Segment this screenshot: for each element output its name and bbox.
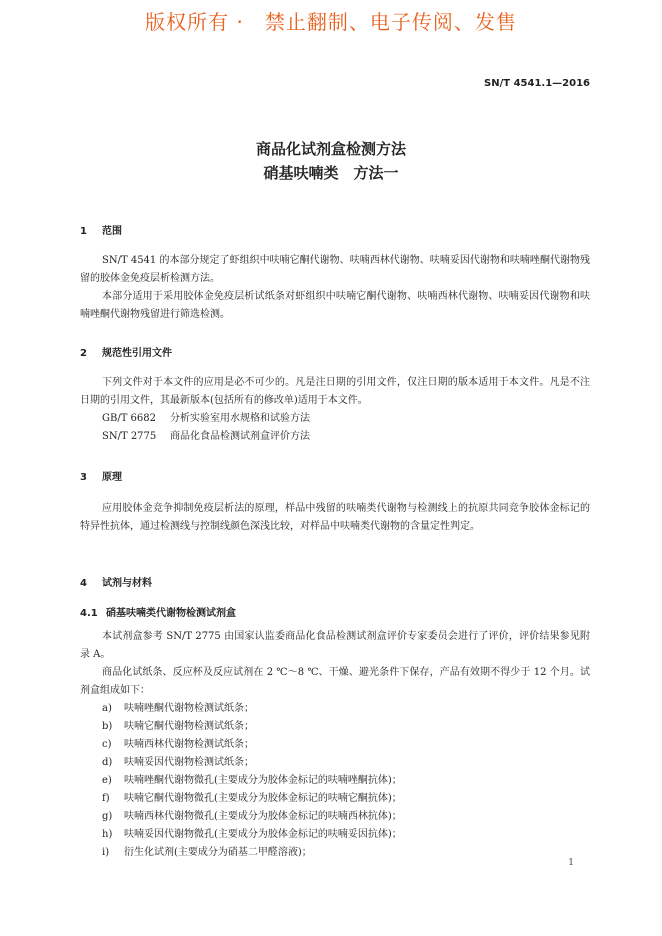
list-item — [102, 772, 402, 790]
section-number: 2 — [80, 348, 87, 359]
section-heading-normative-references — [80, 344, 172, 359]
subsection-heading-kit — [80, 604, 236, 619]
reference-title: 商品化食品检测试剂盒评价方法 — [170, 431, 310, 442]
list-marker: a) — [102, 703, 112, 714]
list-item-text: 呋喃妥因代谢物检测试纸条； — [124, 757, 254, 768]
paragraph-kit-storage: 商品化试纸条、反应杯及反应试剂在 2 ℃～8 ℃、干燥、避光条件下保存，产品有效期不得少于 12 个月。试剂盒组成如下： — [80, 667, 590, 696]
section-number: 4 — [80, 578, 87, 589]
section-heading-reagents — [80, 574, 152, 589]
section-title: 试剂与材料 — [102, 578, 152, 589]
document-subtitle: 硝基呋喃类 方法一 — [263, 164, 399, 182]
standard-number: SN/T 4541.1—2016 — [484, 78, 590, 89]
paragraph-kit-evaluation: 本试剂盒参考 SN/T 2775 由国家认监委商品化食品检测试剂盒评价专家委员会进行了评价，评价结果参见附录 A。 — [80, 631, 590, 660]
reference-item — [102, 428, 310, 446]
list-item — [102, 790, 402, 808]
list-marker: d) — [102, 757, 113, 768]
list-marker: g) — [102, 811, 113, 822]
list-item-text: 呋喃它酮代谢物检测试纸条； — [124, 721, 254, 732]
list-marker: h) — [102, 829, 113, 840]
list-item-text: 呋喃妥因代谢物微孔(主要成分为胶体金标记的呋喃妥因抗体)； — [124, 829, 402, 840]
list-marker: c) — [102, 739, 112, 750]
page-number: 1 — [568, 858, 574, 868]
section-heading-scope — [80, 222, 122, 237]
subsection-number: 4.1 — [80, 608, 98, 619]
copyright-watermark: 版权所有 · 禁止翻制、电子传阅、发售 — [145, 10, 517, 34]
list-item-text: 衍生化试剂(主要成分为硝基二甲醛溶液)； — [124, 847, 312, 858]
list-item — [102, 808, 402, 826]
reference-code: SN/T 2775 — [102, 431, 157, 442]
list-item-text: 呋喃西林代谢物检测试纸条； — [124, 739, 254, 750]
section-title: 原理 — [102, 472, 122, 483]
reference-code: GB/T 6682 — [102, 413, 157, 424]
list-item — [102, 754, 254, 772]
list-marker: f) — [102, 793, 110, 804]
list-item — [102, 718, 254, 736]
reference-title: 分析实验室用水规格和试验方法 — [170, 413, 310, 424]
list-item — [102, 844, 312, 862]
subsection-title: 硝基呋喃类代谢物检测试剂盒 — [106, 608, 236, 619]
list-item — [102, 700, 254, 718]
list-item — [102, 736, 254, 754]
paragraph-references-intro: 下列文件对于本文件的应用是必不可少的。凡是注日期的引用文件，仅注日期的版本适用于本文件。凡是不注日期的引用文件，其最新版本(包括所有的修改单)适用于本文件。 — [80, 377, 590, 406]
list-item-text: 呋喃西林代谢物微孔(主要成分为胶体金标记的呋喃西林抗体)； — [124, 811, 402, 822]
list-item-text: 呋喃它酮代谢物微孔(主要成分为胶体金标记的呋喃它酮抗体)； — [124, 793, 402, 804]
list-item-text: 呋喃唑酮代谢物微孔(主要成分为胶体金标记的呋喃唑酮抗体)； — [124, 775, 402, 786]
list-item-text: 呋喃唑酮代谢物检测试纸条； — [124, 703, 254, 714]
paragraph-principle: 应用胶体金竞争抑制免疫层析法的原理，样品中残留的呋喃类代谢物与检测线上的抗原共同竞争胶体金标记的特异性抗体，通过检测线与控制线颜色深浅比较，对样品中呋喃类代谢物的含量定性判定。 — [80, 503, 590, 532]
document-title: 商品化试剂盒检测方法 — [255, 140, 406, 158]
section-title: 范围 — [102, 226, 122, 237]
reference-item — [102, 410, 310, 428]
section-heading-principle — [80, 468, 122, 483]
list-marker: e) — [102, 775, 112, 786]
paragraph-scope-1: SN/T 4541 的本部分规定了虾组织中呋喃它酮代谢物、呋喃西林代谢物、呋喃妥因代谢物和呋喃唑酮代谢物残留的胶体金免疫层析检测方法。 — [80, 255, 590, 284]
section-number: 3 — [80, 472, 87, 483]
section-number: 1 — [80, 226, 87, 237]
list-marker: i) — [102, 847, 110, 858]
paragraph-scope-2: 本部分适用于采用胶体金免疫层析试纸条对虾组织中呋喃它酮代谢物、呋喃西林代谢物、呋喃妥因代谢物和呋喃唑酮代谢物残留进行筛选检测。 — [80, 291, 590, 320]
section-title: 规范性引用文件 — [102, 348, 172, 359]
list-marker: b) — [102, 721, 113, 732]
list-item — [102, 826, 402, 844]
